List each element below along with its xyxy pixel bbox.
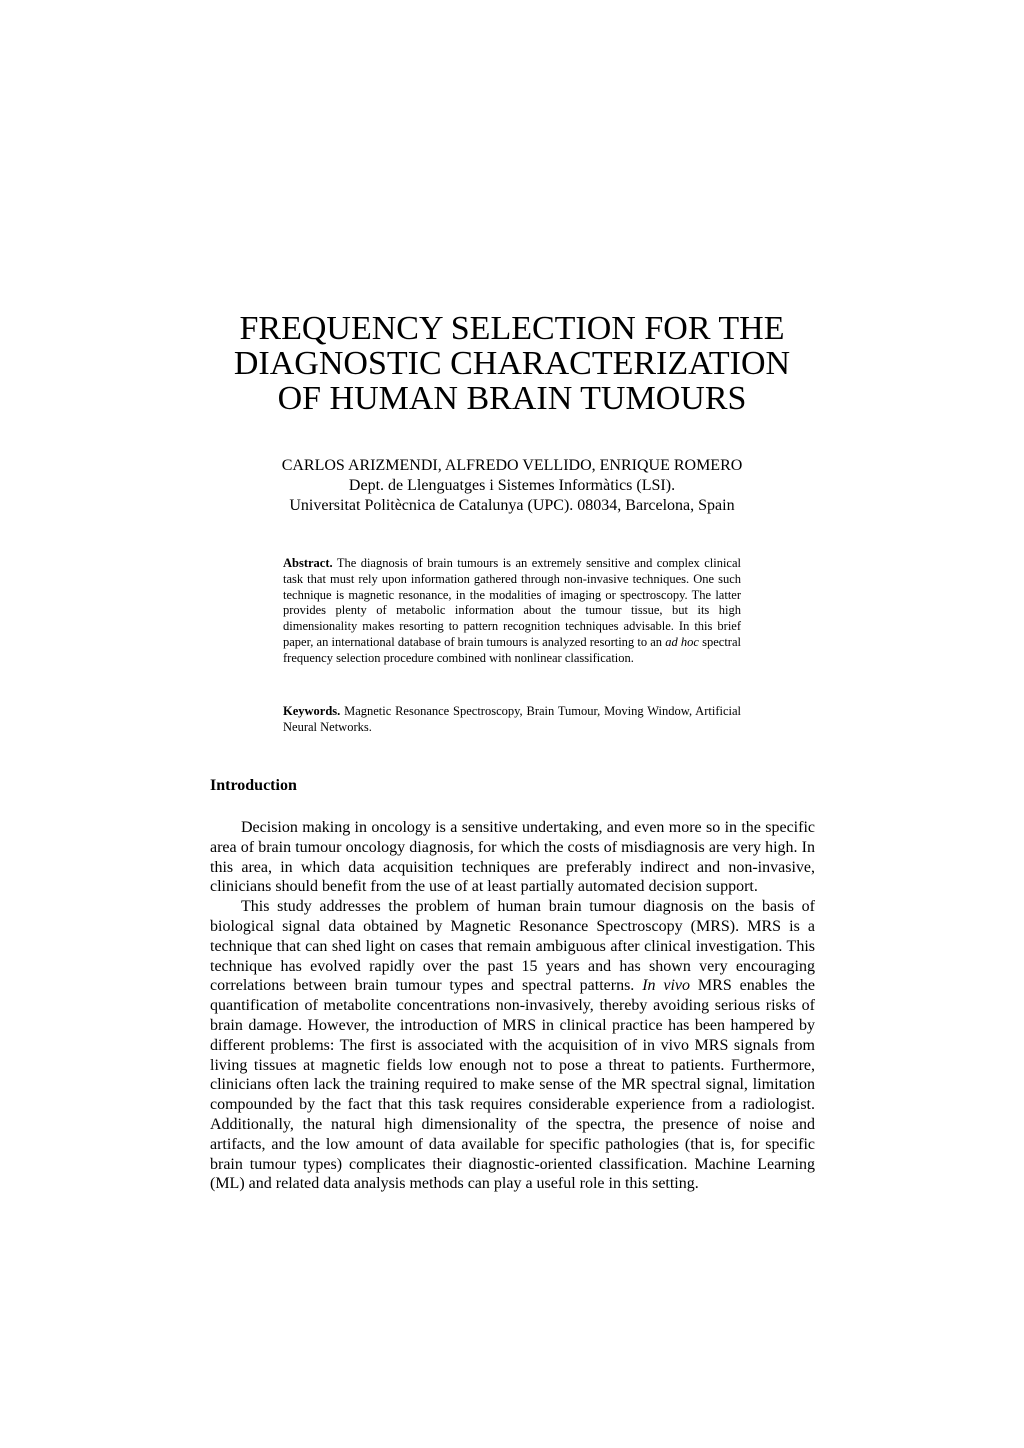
introduction-paragraph-2	[210, 897, 815, 1194]
abstract	[283, 556, 741, 667]
paragraph-2-text-part2: MRS enables the quantification of metabolite concentrations non-invasively, thereby avoiding serious risks of brain damage. However, the introduction of MRS in clinical practice has been hampered by different problems: The first is associated with the acquisition of in vivo MRS signals from living tissues at magnetic fields low enough not to pose a threat to patients. Furthermore, clinicians often lack the training required to make sense of the MR spectral signal, limitation compounded by the fact that this task requires considerable experience from a radiologist. Additionally, the natural high dimensionality of the spectra, the presence of noise and artifacts, and the low amount of data available for specific pathologies (that is, for specific brain tumour types) complicates their diagnostic-oriented classification. Machine Learning (ML) and related data analysis methods can play a useful role in this setting.	[210, 977, 815, 1193]
keywords-text: Magnetic Resonance Spectroscopy, Brain Tumour, Moving Window, Artificial Neural Networks.	[283, 704, 741, 734]
keywords-label: Keywords.	[283, 704, 341, 718]
title-line-2: DIAGNOSTIC CHARACTERIZATION	[233, 345, 791, 382]
paper-title	[150, 311, 874, 416]
keywords	[283, 704, 741, 736]
paragraph-2-text-part1: This study addresses the problem of human brain tumour diagnosis on the basis of biological signal data obtained by Magnetic Resonance Spectroscopy (MRS). MRS is a technique that can shed light on cases that remain ambiguous after clinical investigation. This technique has evolved rapidly over the past 15 years and has shown very encouraging correlations between brain tumour types and spectral patterns.	[210, 898, 815, 995]
abstract-text-part1: The diagnosis of brain tumours is an extremely sensitive and complex clinical task that must rely upon information gathered through non-invasive techniques. One such technique is magnetic resonance, in the modalities of imaging or spectroscopy. The latter provides plenty of metabolic information about the tumour tissue, but its high dimensionality makes resorting to pattern recognition techniques advisable. In this brief paper, an international database of brain tumours is analyzed resorting to an	[283, 556, 741, 649]
title-line-1: FREQUENCY SELECTION FOR THE	[239, 310, 785, 347]
section-heading-introduction: Introduction	[210, 777, 297, 794]
paragraph-2-italic-term: In vivo	[642, 977, 691, 995]
introduction-paragraph-1: Decision making in oncology is a sensitive undertaking, and even more so in the specific area of brain tumour oncology diagnosis, for which the costs of misdiagnosis are very high. In this area, in which data acquisition techniques are preferably indirect and non-invasive, clinicians should benefit from the use of at least partially automated decision support.	[210, 819, 815, 896]
author-university: Universitat Politècnica de Catalunya (UPC). 08034, Barcelona, Spain	[289, 497, 735, 514]
abstract-label: Abstract.	[283, 556, 333, 570]
title-line-3: OF HUMAN BRAIN TUMOURS	[277, 380, 747, 417]
abstract-text-part2: spectral frequency selection procedure combined with nonlinear classification.	[283, 634, 741, 665]
author-block	[150, 456, 874, 516]
abstract-italic-term: ad hoc	[665, 634, 699, 649]
author-department: Dept. de Llenguatges i Sistemes Informàtics (LSI).	[348, 477, 676, 494]
author-names: CARLOS ARIZMENDI, ALFREDO VELLIDO, ENRIQUE ROMERO	[281, 457, 743, 474]
introduction-body	[210, 818, 815, 1194]
